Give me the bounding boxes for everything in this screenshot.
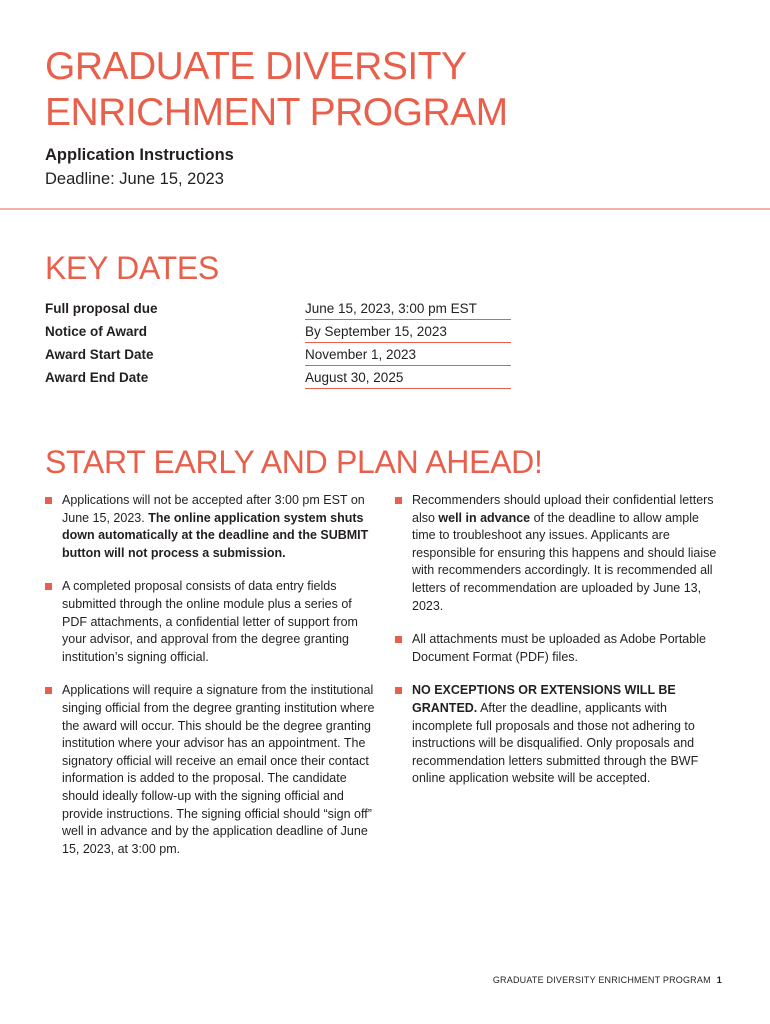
key-dates-heading: KEY DATES bbox=[45, 250, 219, 286]
list-item bbox=[45, 682, 375, 858]
date-value: By September 15, 2023 bbox=[305, 320, 511, 343]
bullet-text bbox=[412, 492, 725, 615]
title-line-1: GRADUATE DIVERSITY bbox=[45, 45, 467, 88]
bullet-text-bold: The online application system shuts down automatically at the deadline and the SUBMIT button will not process a submission. bbox=[62, 510, 369, 560]
bullet-text-regular: Recommenders should upload their confidential letters also bbox=[412, 493, 714, 525]
table-row bbox=[45, 320, 511, 343]
square-bullet-icon bbox=[395, 687, 402, 694]
square-bullet-icon bbox=[395, 636, 402, 643]
bullet-text-regular: Applications will not be accepted after 3:00 pm EST on June 15, 2023. bbox=[62, 493, 365, 525]
bullet-text: All attachments must be uploaded as Adobe Portable Document Format (PDF) files. bbox=[412, 632, 706, 664]
square-bullet-icon bbox=[45, 687, 52, 694]
page-number: 1 bbox=[716, 975, 722, 985]
key-dates-table bbox=[45, 297, 511, 389]
list-item bbox=[395, 492, 725, 615]
bullet-text bbox=[412, 682, 725, 788]
square-bullet-icon bbox=[45, 583, 52, 590]
subtitle: Application Instructions bbox=[45, 146, 234, 164]
bullet-text-regular: After the deadline, applicants with incomplete full proposals and those not adhering to instructions will be disqualified. Only proposals and recommendation letters submitted through the BWF online application website will be accepted. bbox=[412, 700, 699, 786]
list-item bbox=[45, 492, 375, 562]
table-row bbox=[45, 297, 511, 320]
date-label: Notice of Award bbox=[45, 320, 305, 343]
list-item bbox=[45, 578, 375, 666]
title-line-2: ENRICHMENT PROGRAM bbox=[45, 91, 508, 134]
deadline-text: Deadline: June 15, 2023 bbox=[45, 170, 224, 188]
bullet-text-regular: of the deadline to allow ample time to troubleshoot any issues. Applicants are responsible for ensuring this happens and should liaise with recommenders accordingly. It is recommended all letters of recommendation are uploaded by June 13, 2023. bbox=[412, 510, 717, 613]
square-bullet-icon bbox=[45, 497, 52, 504]
date-label: Award End Date bbox=[45, 366, 305, 389]
table-row bbox=[45, 343, 511, 366]
footer-label: GRADUATE DIVERSITY ENRICHMENT PROGRAM bbox=[492, 975, 711, 985]
header-divider bbox=[0, 208, 770, 210]
bullet-text: A completed proposal consists of data entry fields submitted through the online module plus a series of PDF attachments, a confidential letter of support from your advisor, and approval from the degree granting institution’s signing official. bbox=[62, 579, 358, 664]
list-item bbox=[395, 682, 725, 788]
square-bullet-icon bbox=[395, 497, 402, 504]
list-item bbox=[395, 631, 725, 666]
left-column bbox=[45, 492, 375, 874]
right-column bbox=[395, 492, 725, 804]
page-footer bbox=[493, 975, 722, 985]
date-label: Full proposal due bbox=[45, 297, 305, 320]
start-early-heading: START EARLY AND PLAN AHEAD! bbox=[45, 444, 543, 480]
date-value: November 1, 2023 bbox=[305, 343, 511, 366]
date-value: August 30, 2025 bbox=[305, 366, 511, 389]
bullet-text bbox=[62, 492, 375, 562]
date-value: June 15, 2023, 3:00 pm EST bbox=[305, 297, 511, 320]
table-row bbox=[45, 366, 511, 389]
document-title bbox=[45, 44, 508, 136]
date-label: Award Start Date bbox=[45, 343, 305, 366]
bullet-text: Applications will require a signature from the institutional singing official from the degree granting institution where the award will occur. This should be the degree granting institution where your advisor has an appointment. The signatory official will receive an email once their contact information is added to the proposal. The candidate should ideally follow-up with the signing official and provide instructions. The signing official should “sign off” well in advance and by the application deadline of June 15, 2023, at 3:00 pm. bbox=[62, 683, 375, 856]
bullet-text-bold: well in advance bbox=[438, 510, 531, 525]
bullet-text-bold: NO EXCEPTIONS OR EXTENSIONS WILL BE GRANTED. bbox=[412, 683, 676, 715]
